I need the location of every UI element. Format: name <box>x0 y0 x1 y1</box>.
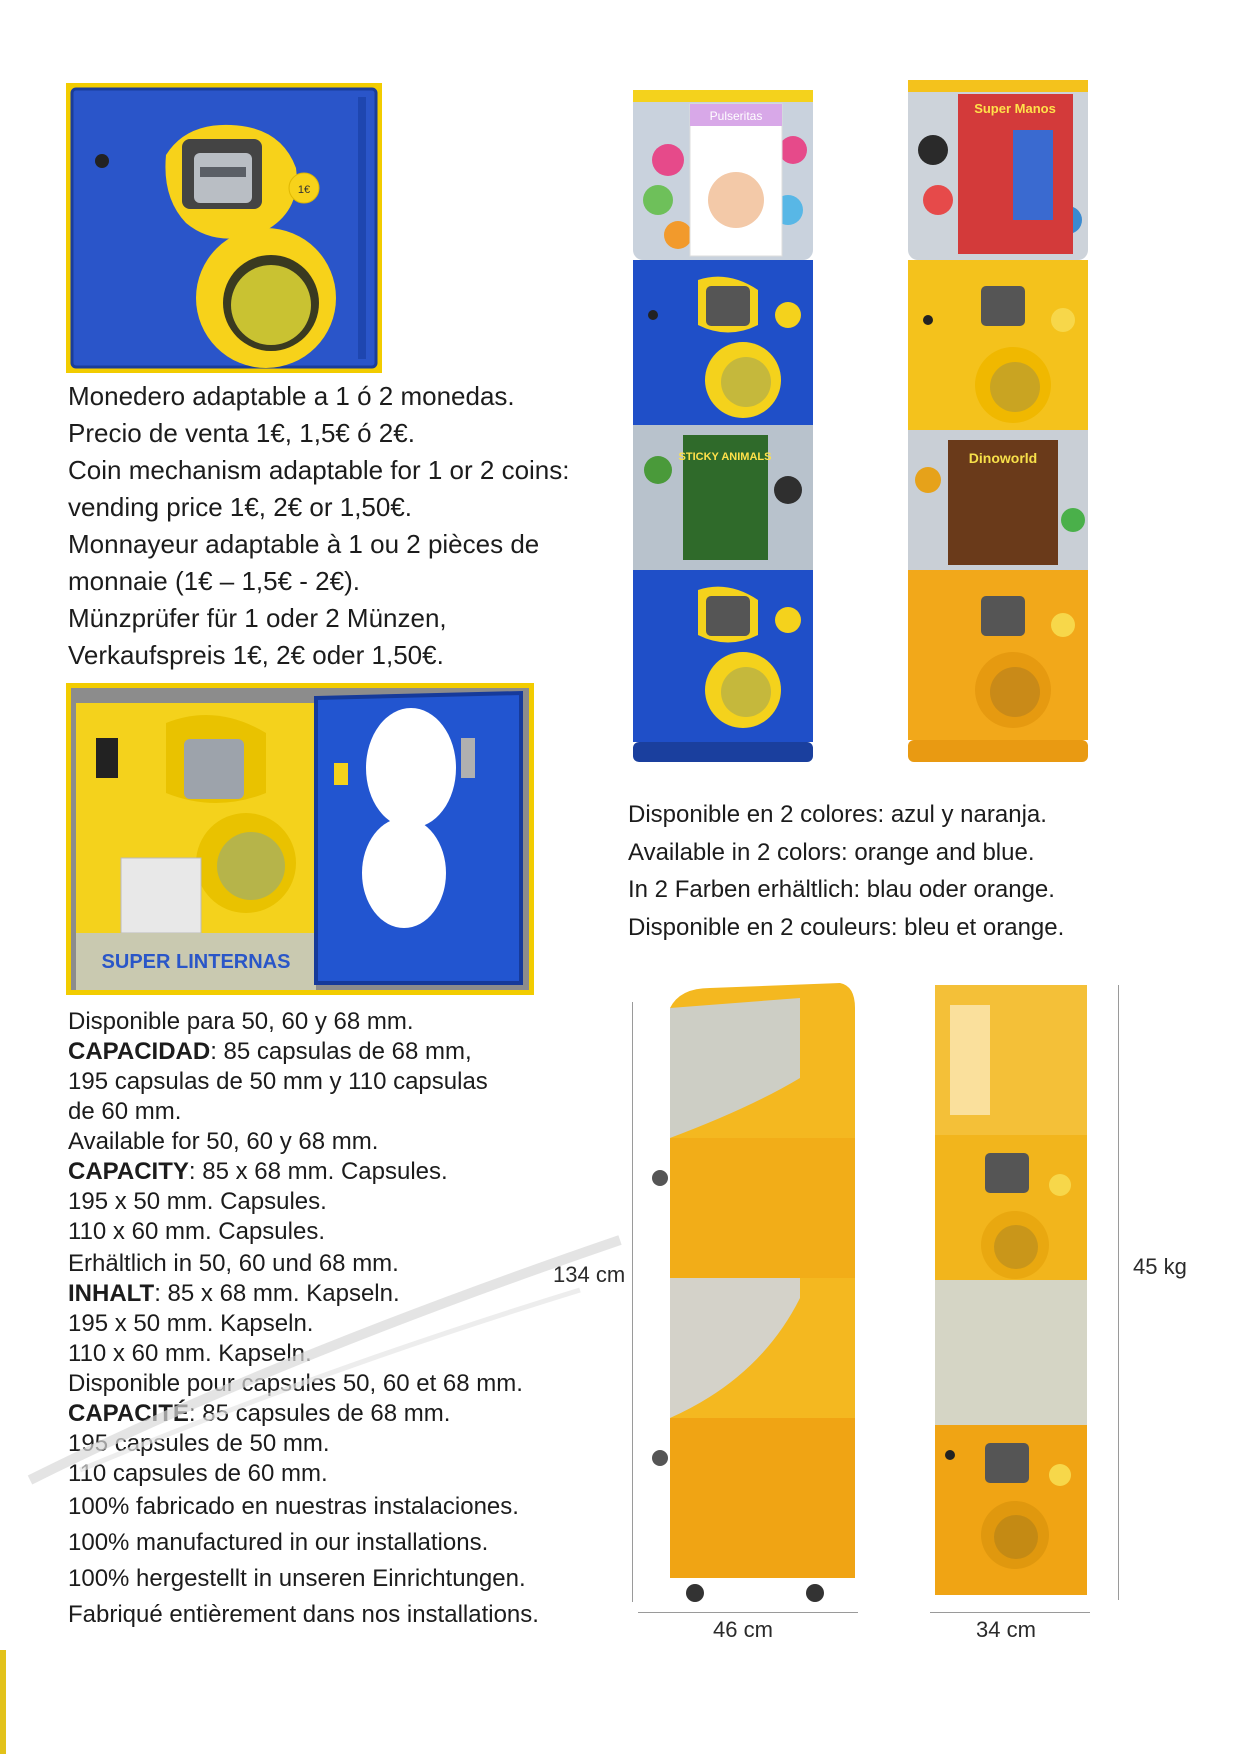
spec-fr-cap-3: 110 capsules de 60 mm. <box>68 1460 328 1487</box>
spec-es-available: Disponible para 50, 60 y 68 mm. <box>68 1008 414 1035</box>
coin-text-line: Coin mechanism adaptable for 1 or 2 coins: <box>68 455 570 485</box>
coin-text-line: Verkaufspreis 1€, 2€ oder 1,50€. <box>68 640 444 670</box>
coin-text-line: Monnayeur adaptable à 1 ou 2 pièces de <box>68 529 540 559</box>
spec-en-available: Available for 50, 60 y 68 mm. <box>68 1128 379 1155</box>
spec-en-cap-label: CAPACITY <box>68 1158 189 1185</box>
made-text-line: 100% hergestellt in unseren Einrichtungen. <box>68 1565 526 1592</box>
coin-text-line: Precio de venta 1€, 1,5€ ó 2€. <box>68 418 415 448</box>
spec-de-cap-1: : 85 x 68 mm. Kapseln. <box>154 1280 400 1307</box>
spec-en-cap-1: : 85 x 68 mm. Capsules. <box>188 1158 448 1185</box>
spec-es-cap-1: : 85 capsulas de 68 mm, <box>210 1038 472 1065</box>
coin-mechanism-text <box>68 378 570 674</box>
depth-dimension-line <box>638 1612 858 1613</box>
colors-text <box>628 796 1064 946</box>
colors-text-line: Available in 2 colors: orange and blue. <box>628 838 1035 866</box>
spec-de-cap-3: 110 x 60 mm. Kapseln. <box>68 1340 312 1367</box>
coin-text-line: Monedero adaptable a 1 ó 2 monedas. <box>68 381 515 411</box>
display-card-3: STICKY ANIMALS <box>678 451 772 463</box>
spec-fr-cap-1: : 85 capsules de 68 mm. <box>188 1400 451 1427</box>
depth-label: 46 cm <box>713 1617 773 1642</box>
coin-mechanism-photo <box>66 83 382 373</box>
height-label: 134 cm <box>553 1262 626 1287</box>
page-edge-accent <box>0 1650 6 1754</box>
display-card-5: SUPER LINTERNAS <box>101 951 291 973</box>
spec-fr-available: Disponible pour capsules 50, 60 et 68 mm. <box>68 1370 523 1397</box>
colors-text-line: Disponible en 2 couleurs: bleu et orange. <box>628 913 1065 941</box>
made-text-line: 100% manufactured in our installations. <box>68 1529 489 1556</box>
display-card-1: Pulseritas <box>709 109 763 123</box>
colors-text-line: In 2 Farben erhältlich: blau oder orange. <box>628 876 1055 903</box>
open-door-photo <box>66 683 534 995</box>
height-dimension-line <box>632 1002 633 1602</box>
width-label: 34 cm <box>976 1617 1036 1642</box>
made-text-line: Fabriqué entièrement dans nos installations. <box>68 1601 539 1628</box>
spec-fr-cap-label: CAPACITÉ <box>68 1400 189 1427</box>
swoosh-watermark <box>20 1180 640 1500</box>
coin-text-line: vending price 1€, 2€ or 1,50€. <box>68 492 413 522</box>
spec-de-cap-2: 195 x 50 mm. Kapseln. <box>68 1310 314 1337</box>
spec-es-cap-label: CAPACIDAD <box>68 1038 211 1065</box>
made-text-line: 100% fabricado en nuestras instalaciones. <box>68 1493 519 1520</box>
spec-es-cap-3: de 60 mm. <box>68 1098 182 1125</box>
blue-machine-photo <box>628 90 818 762</box>
display-card-2: Super Manos <box>974 101 1056 116</box>
side-view-photo <box>640 978 860 1608</box>
spec-de-available: Erhältlich in 50, 60 und 68 mm. <box>68 1250 399 1277</box>
spec-es-capacity <box>68 1037 539 1067</box>
spec-en-cap-3: 110 x 60 mm. Capsules. <box>68 1218 326 1245</box>
spec-en-cap-2: 195 x 50 mm. Capsules. <box>68 1188 327 1215</box>
weight-label: 45 kg <box>1133 1254 1187 1279</box>
coin-text-line: monnaie (1€ – 1,5€ - 2€). <box>68 566 360 596</box>
display-card-4: Dinoworld <box>968 450 1038 466</box>
coin-text-line: Münzprüfer für 1 oder 2 Münzen, <box>68 603 447 633</box>
colors-text-line: Disponible en 2 colores: azul y naranja. <box>628 801 1047 828</box>
width-dimension-line <box>930 1612 1090 1613</box>
weight-dimension-line <box>1118 985 1119 1600</box>
spec-es-cap-2: 195 capsulas de 50 mm y 110 capsulas <box>68 1068 488 1095</box>
spec-fr-cap-2: 195 capsules de 50 mm. <box>68 1430 330 1457</box>
price-sticker-label: 1€ <box>297 184 311 196</box>
orange-machine-photo <box>903 80 1095 762</box>
spec-de-cap-label: INHALT <box>68 1280 155 1307</box>
front-view-photo <box>930 985 1092 1607</box>
